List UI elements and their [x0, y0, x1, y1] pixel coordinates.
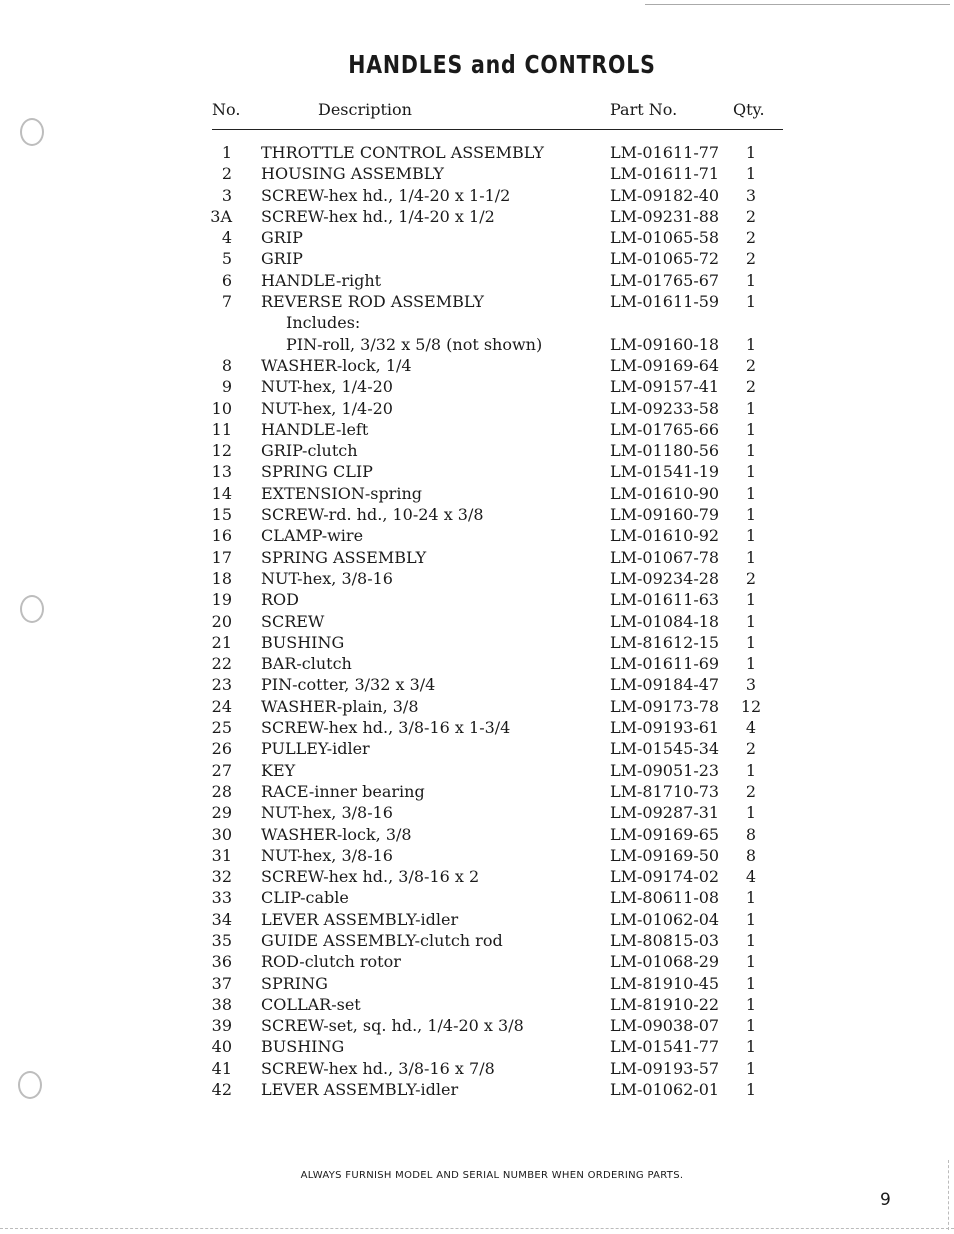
footer-note: ALWAYS FURNISH MODEL AND SERIAL NUMBER WHEN ORDERING PARTS. — [300, 1170, 684, 1181]
part-number-index: 3A — [210, 206, 232, 226]
part-qty: 1 — [745, 164, 757, 184]
part-no: LM-09160-18 — [610, 334, 720, 354]
table-row — [0, 717, 954, 738]
part-no: LM-01611-71 — [610, 164, 720, 184]
part-no: LM-09169-64 — [610, 355, 720, 375]
part-qty: 2 — [745, 568, 757, 588]
part-number-index: 15 — [211, 505, 232, 525]
table-row — [0, 312, 954, 333]
table-row — [0, 909, 954, 930]
part-qty: 8 — [745, 845, 757, 865]
table-row — [0, 589, 954, 610]
part-number-index: 34 — [211, 909, 232, 929]
part-no: LM-01062-01 — [610, 1080, 720, 1100]
table-row — [0, 440, 954, 461]
part-no: LM-80815-03 — [610, 930, 720, 950]
part-qty: 2 — [745, 355, 757, 375]
part-description: THROTTLE CONTROL ASSEMBLY — [261, 143, 544, 162]
part-qty: 1 — [745, 909, 757, 929]
part-qty: 3 — [745, 185, 757, 205]
column-header-part-no: Part No. — [610, 100, 678, 119]
part-description: WASHER-lock, 3/8 — [261, 824, 412, 844]
table-row — [0, 334, 954, 355]
part-number-index: 1 — [221, 143, 232, 162]
part-no: LM-01611-77 — [610, 143, 720, 162]
part-qty: 1 — [745, 526, 757, 546]
table-row — [0, 674, 954, 695]
part-qty: 1 — [745, 462, 757, 482]
column-header-no: No. — [212, 100, 241, 119]
part-description: NUT-hex, 1/4-20 — [261, 398, 393, 418]
part-description: GUIDE ASSEMBLY-clutch rod — [261, 930, 503, 950]
part-no: LM-09193-57 — [610, 1058, 720, 1078]
table-row — [0, 781, 954, 802]
part-description: GRIP — [261, 228, 303, 248]
table-row — [0, 930, 954, 951]
part-description: COLLAR-set — [261, 994, 361, 1014]
column-header-description: Description — [318, 100, 412, 119]
part-qty: 1 — [745, 1037, 757, 1057]
part-description: BAR-clutch — [261, 654, 352, 674]
part-number-index: 29 — [211, 803, 232, 823]
part-number-index: 18 — [211, 568, 232, 588]
part-description: PIN-cotter, 3/32 x 3/4 — [261, 675, 436, 695]
part-description: CLIP-cable — [261, 888, 349, 908]
part-no: LM-01611-63 — [610, 590, 720, 610]
part-description: GRIP-clutch — [261, 441, 358, 461]
part-no: LM-09193-61 — [610, 718, 720, 738]
part-qty: 8 — [745, 824, 757, 844]
part-description: Includes: — [286, 313, 361, 333]
part-no: LM-81910-22 — [610, 994, 720, 1014]
part-qty: 1 — [745, 930, 757, 950]
part-qty: 2 — [745, 206, 757, 226]
part-no: LM-81910-45 — [610, 973, 720, 993]
part-qty: 2 — [745, 228, 757, 248]
table-row — [0, 611, 954, 632]
part-number-index: 7 — [221, 292, 232, 312]
part-qty: 1 — [745, 611, 757, 631]
page-title: HANDLES and CONTROLS — [348, 50, 656, 79]
part-description: HANDLE-right — [261, 270, 382, 290]
part-description: EXTENSION-spring — [261, 483, 422, 503]
table-row — [0, 632, 954, 653]
part-number-index: 6 — [221, 270, 232, 290]
table-row — [0, 1036, 954, 1057]
part-description: ROD-clutch rotor — [261, 952, 401, 972]
part-qty: 4 — [745, 718, 757, 738]
table-row — [0, 973, 954, 994]
part-no: LM-01765-67 — [610, 270, 720, 290]
table-row — [0, 248, 954, 269]
part-qty: 1 — [745, 483, 757, 503]
part-no: LM-09173-78 — [610, 696, 720, 716]
part-number-index: 4 — [221, 228, 232, 248]
part-number-index: 36 — [211, 952, 232, 972]
part-number-index: 2 — [221, 164, 232, 184]
part-number-index: 23 — [211, 675, 232, 695]
part-qty: 1 — [745, 888, 757, 908]
table-row — [0, 568, 954, 589]
part-no: LM-09051-23 — [610, 760, 720, 780]
page-number: 9 — [880, 1190, 891, 1210]
part-qty: 1 — [745, 419, 757, 439]
part-description: SCREW — [261, 611, 325, 631]
part-description: BUSHING — [261, 632, 345, 652]
part-description: SCREW-hex hd., 3/8-16 x 1-3/4 — [261, 718, 511, 738]
part-number-index: 9 — [221, 377, 232, 397]
part-description: NUT-hex, 3/8-16 — [261, 568, 393, 588]
part-number-index: 27 — [211, 760, 232, 780]
part-no: LM-09184-47 — [610, 675, 720, 695]
part-number-index: 28 — [211, 781, 232, 801]
part-no: LM-01068-29 — [610, 952, 720, 972]
table-row — [0, 1058, 954, 1079]
part-number-index: 21 — [211, 632, 232, 652]
scan-edge-line — [645, 4, 950, 5]
part-number-index: 39 — [211, 1016, 232, 1036]
part-number-index: 31 — [211, 845, 232, 865]
part-no: LM-01541-77 — [610, 1037, 720, 1057]
part-qty: 1 — [745, 973, 757, 993]
part-number-index: 33 — [211, 888, 232, 908]
column-header-qty: Qty. — [733, 100, 765, 119]
part-number-index: 38 — [211, 994, 232, 1014]
part-description: SCREW-hex hd., 1/4-20 x 1/2 — [261, 206, 495, 226]
table-row — [0, 738, 954, 759]
part-no: LM-01180-56 — [610, 441, 720, 461]
table-row — [0, 653, 954, 674]
part-no: LM-01084-18 — [610, 611, 720, 631]
part-no: LM-09160-79 — [610, 505, 720, 525]
header-rule — [212, 129, 783, 130]
part-number-index: 12 — [211, 441, 232, 461]
table-row — [0, 206, 954, 227]
part-description: REVERSE ROD ASSEMBLY — [261, 292, 484, 312]
part-no: LM-09169-65 — [610, 824, 720, 844]
part-no: LM-09157-41 — [610, 377, 720, 397]
part-description: SCREW-hex hd., 3/8-16 x 7/8 — [261, 1058, 495, 1078]
table-row — [0, 185, 954, 206]
part-description: CLAMP-wire — [261, 526, 364, 546]
part-number-index: 11 — [211, 419, 232, 439]
part-no: LM-09182-40 — [610, 185, 720, 205]
part-qty: 1 — [745, 547, 757, 567]
part-qty: 1 — [745, 398, 757, 418]
part-qty: 2 — [745, 249, 757, 269]
scan-edge-bottom — [0, 1228, 954, 1229]
part-description: SCREW-set, sq. hd., 1/4-20 x 3/8 — [261, 1016, 524, 1036]
table-row — [0, 291, 954, 312]
part-no: LM-01611-69 — [610, 654, 720, 674]
part-qty: 2 — [745, 377, 757, 397]
part-qty: 1 — [745, 441, 757, 461]
part-no: LM-01611-59 — [610, 292, 720, 312]
part-number-index: 16 — [211, 526, 232, 546]
part-qty: 1 — [745, 803, 757, 823]
table-row — [0, 525, 954, 546]
part-qty: 4 — [745, 867, 757, 887]
part-description: ROD — [261, 590, 299, 610]
part-description: KEY — [261, 760, 296, 780]
part-qty: 3 — [745, 675, 757, 695]
part-description: HANDLE-left — [261, 419, 369, 439]
part-number-index: 30 — [211, 824, 232, 844]
table-row — [0, 461, 954, 482]
table-row — [0, 376, 954, 397]
table-row — [0, 547, 954, 568]
part-no: LM-01545-34 — [610, 739, 720, 759]
part-qty: 1 — [745, 632, 757, 652]
part-number-index: 24 — [211, 696, 232, 716]
part-no: LM-09174-02 — [610, 867, 720, 887]
part-description: NUT-hex, 3/8-16 — [261, 803, 393, 823]
table-row — [0, 760, 954, 781]
table-row — [0, 483, 954, 504]
part-no: LM-09231-88 — [610, 206, 720, 226]
part-qty: 1 — [745, 334, 757, 354]
part-qty: 1 — [745, 1016, 757, 1036]
table-row — [0, 802, 954, 823]
part-number-index: 40 — [211, 1037, 232, 1057]
part-no: LM-09169-50 — [610, 845, 720, 865]
part-no: LM-09233-58 — [610, 398, 720, 418]
table-row — [0, 696, 954, 717]
parts-table — [0, 142, 954, 1100]
part-qty: 1 — [745, 270, 757, 290]
part-description: SPRING CLIP — [261, 462, 373, 482]
table-row — [0, 270, 954, 291]
part-description: LEVER ASSEMBLY-idler — [261, 909, 459, 929]
part-description: SPRING ASSEMBLY — [261, 547, 427, 567]
table-row — [0, 355, 954, 376]
table-row — [0, 951, 954, 972]
part-number-index: 10 — [211, 398, 232, 418]
part-no: LM-81710-73 — [610, 781, 720, 801]
part-no: LM-01065-58 — [610, 228, 720, 248]
part-qty: 1 — [745, 505, 757, 525]
part-description: SCREW-rd. hd., 10-24 x 3/8 — [261, 505, 484, 525]
table-row — [0, 887, 954, 908]
table-row — [0, 227, 954, 248]
table-row — [0, 398, 954, 419]
part-description: SPRING — [261, 973, 328, 993]
part-description: PULLEY-idler — [261, 739, 370, 759]
table-row — [0, 504, 954, 525]
part-description: WASHER-lock, 1/4 — [261, 355, 412, 375]
part-description: NUT-hex, 3/8-16 — [261, 845, 393, 865]
part-qty: 1 — [745, 760, 757, 780]
part-no: LM-80611-08 — [610, 888, 720, 908]
table-row — [0, 845, 954, 866]
part-number-index: 8 — [221, 355, 232, 375]
part-no: LM-01062-04 — [610, 909, 720, 929]
part-description: GRIP — [261, 249, 303, 269]
table-row — [0, 1079, 954, 1100]
part-qty: 2 — [745, 739, 757, 759]
part-number-index: 22 — [211, 654, 232, 674]
part-no: LM-01765-66 — [610, 419, 720, 439]
part-number-index: 32 — [211, 867, 232, 887]
part-description: HOUSING ASSEMBLY — [261, 164, 444, 184]
part-number-index: 42 — [211, 1080, 232, 1100]
part-number-index: 13 — [211, 462, 232, 482]
part-description: BUSHING — [261, 1037, 345, 1057]
part-number-index: 20 — [211, 611, 232, 631]
part-no: LM-01610-92 — [610, 526, 720, 546]
table-row — [0, 994, 954, 1015]
part-description: WASHER-plain, 3/8 — [261, 696, 419, 716]
part-qty: 1 — [745, 1058, 757, 1078]
scan-edge-right — [948, 1160, 949, 1230]
part-number-index: 19 — [211, 590, 232, 610]
part-number-index: 3 — [221, 185, 232, 205]
table-row — [0, 1015, 954, 1036]
part-no: LM-09234-28 — [610, 568, 720, 588]
part-no: LM-01065-72 — [610, 249, 720, 269]
part-qty: 1 — [745, 590, 757, 610]
part-no: LM-01610-90 — [610, 483, 720, 503]
part-number-index: 25 — [211, 718, 232, 738]
part-qty: 1 — [745, 654, 757, 674]
part-description: NUT-hex, 1/4-20 — [261, 377, 393, 397]
part-number-index: 5 — [221, 249, 232, 269]
part-description: PIN-roll, 3/32 x 5/8 (not shown) — [286, 334, 543, 354]
part-number-index: 26 — [211, 739, 232, 759]
part-qty: 1 — [745, 292, 757, 312]
part-number-index: 14 — [211, 483, 232, 503]
part-no: LM-81612-15 — [610, 632, 720, 652]
part-description: LEVER ASSEMBLY-idler — [261, 1080, 459, 1100]
table-row — [0, 163, 954, 184]
table-row — [0, 866, 954, 887]
part-qty: 2 — [745, 781, 757, 801]
part-number-index: 35 — [211, 930, 232, 950]
table-row — [0, 142, 954, 163]
part-no: LM-09038-07 — [610, 1016, 720, 1036]
part-qty: 1 — [745, 994, 757, 1014]
part-qty: 1 — [745, 143, 757, 162]
part-qty: 12 — [740, 696, 762, 716]
part-number-index: 37 — [211, 973, 232, 993]
part-description: RACE-inner bearing — [261, 781, 425, 801]
part-qty: 1 — [745, 1080, 757, 1100]
part-no: LM-01541-19 — [610, 462, 720, 482]
part-no: LM-09287-31 — [610, 803, 720, 823]
table-row — [0, 419, 954, 440]
table-row — [0, 824, 954, 845]
part-number-index: 17 — [211, 547, 232, 567]
part-qty: 1 — [745, 952, 757, 972]
part-description: SCREW-hex hd., 3/8-16 x 2 — [261, 867, 480, 887]
part-number-index: 41 — [211, 1058, 232, 1078]
part-description: SCREW-hex hd., 1/4-20 x 1-1/2 — [261, 185, 511, 205]
part-no: LM-01067-78 — [610, 547, 720, 567]
